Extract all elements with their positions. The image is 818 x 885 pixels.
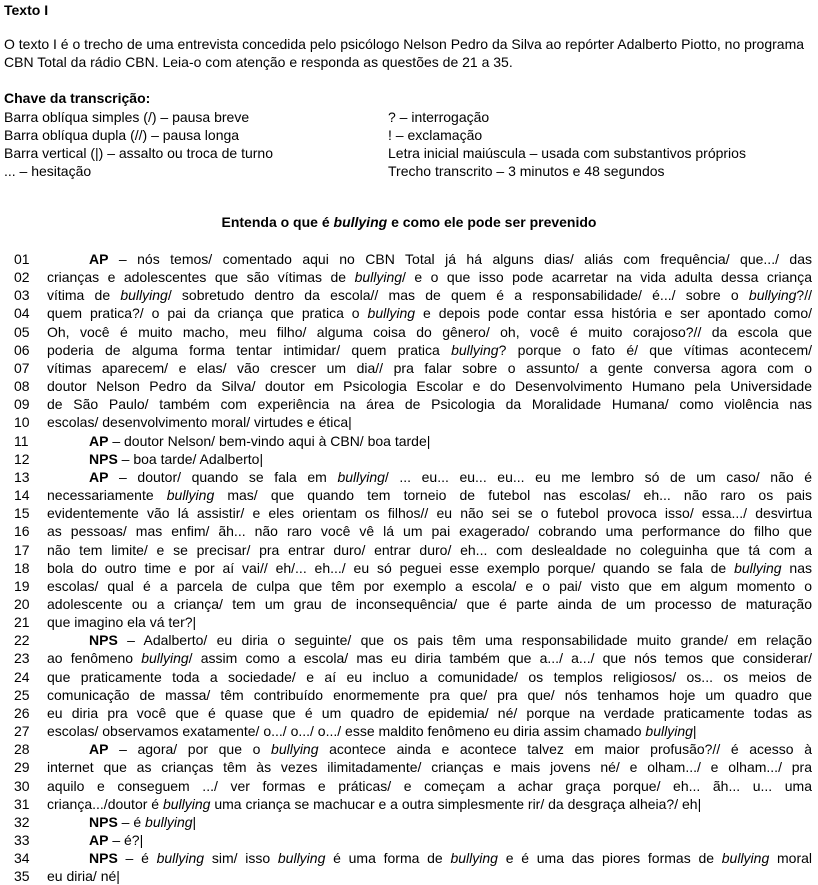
line-number: 11 <box>14 432 29 449</box>
line-text: AP – doutor Nelson/ bem-vindo aqui à CBN/ boa tarde| <box>89 432 431 449</box>
key-item: Barra oblíqua dupla (//) – pausa longa <box>4 127 240 143</box>
line-text: crianças e adolescentes que são vítimas de bullying/ e o que isso pode acarretar na vida adulta dessa criança <box>47 269 812 286</box>
transcript-lines <box>0 250 818 885</box>
line-text: NPS – é bullying| <box>89 813 197 830</box>
line-text: vítimas aparecem/ e elas/ vão crescer um dia// pra falar sobre o assunto/ a gente conversa agora com o <box>47 359 812 376</box>
key-item: Barra vertical (|) – assalto ou troca de turno <box>4 145 273 161</box>
line-text: AP – nós temos/ comentado aqui no CBN Total já há alguns dias/ aliás com frequência/ que.../ das <box>89 251 812 267</box>
line-text: escolas/ desenvolvimento moral/ virtudes e ética| <box>47 414 352 431</box>
transcript-line <box>0 341 818 359</box>
transcript-line <box>0 649 818 667</box>
transcript-line <box>0 740 818 758</box>
text-title: Texto I <box>4 2 49 18</box>
line-number: 28 <box>14 741 30 758</box>
transcript-line <box>0 704 818 722</box>
transcript-line <box>0 831 818 849</box>
intro-paragraph: O texto I é o trecho de uma entrevista concedida pelo psicólogo Nelson Pedro da Silva ao repórter Adalberto Piotto, no programa CBN Total da rádio CBN. Leia-o com atenção e responda as questões de 21 a 35. <box>4 36 805 70</box>
line-number: 05 <box>14 323 30 340</box>
line-number: 09 <box>14 396 30 413</box>
transcript-line <box>0 722 818 740</box>
transcript-line <box>0 304 818 322</box>
line-text: criança.../doutor é bullying uma criança se machucar e a outra simplesmente rir/ da desgraça alheia?/ eh| <box>47 795 702 812</box>
line-text: adolescente ou a criança/ tem um grau de inconsequência/ que é parte ainda de um processo de maturação <box>47 595 812 612</box>
line-text: NPS – boa tarde/ Adalberto| <box>89 450 264 467</box>
transcript-line <box>0 250 818 268</box>
transcript-line <box>0 795 818 813</box>
line-text: quem pratica?/ o pai da criança que pratica o bullying e depois pode contar essa história e ser apontado como/ <box>47 305 812 322</box>
line-text: que imagino ela vá ter?| <box>47 614 197 631</box>
line-number: 12 <box>14 450 30 467</box>
line-number: 22 <box>14 632 30 649</box>
line-number: 06 <box>14 341 30 358</box>
line-text: AP – doutor/ quando se fala em bullying/ ... eu... eu... eu... eu me lembro só de um caso/ não é <box>89 468 812 485</box>
transcript-line <box>0 613 818 631</box>
transcript-line <box>0 777 818 795</box>
line-text: necessariamente bullying mas/ que quando tem torneio de futebol nas escolas/ eh... não raro os pais <box>47 487 812 504</box>
transcript-line <box>0 450 818 468</box>
transcript-line <box>0 559 818 577</box>
line-text: AP – é?| <box>89 832 144 848</box>
transcript-line <box>0 867 818 885</box>
line-number: 27 <box>14 723 30 740</box>
transcript-subtitle: Entenda o que é bullying e como ele pode ser prevenido <box>221 214 597 230</box>
key-item: ? – interrogação <box>388 109 490 125</box>
line-text: bola do outro time e por aí vai// eh/... eh.../ eu só peguei esse exemplo porque/ quando se fala de bullying nas <box>47 559 812 576</box>
transcript-line <box>0 395 818 413</box>
transcript-line <box>0 468 818 486</box>
key-item: ! – exclamação <box>388 127 483 143</box>
line-number: 18 <box>14 559 30 576</box>
transcript-line <box>0 377 818 395</box>
transcript-line <box>0 286 818 304</box>
line-text: aquilo e conseguem .../ ver formas e práticas/ e começam a achar graça porque/ eh... ãh... u... uma <box>47 777 812 794</box>
line-text: que praticamente toda a sociedade/ e aí eu incluo a comunidade/ os templos religiosos/ os... os meios de <box>47 668 812 685</box>
transcript-line <box>0 504 818 522</box>
transcript-line <box>0 522 818 540</box>
line-text: poderia de alguma forma tentar intimidar/ quem pratica bullying? porque o fato é/ que vítimas acontecem/ <box>47 341 812 358</box>
transcript-line <box>0 595 818 613</box>
line-number: 32 <box>14 813 30 830</box>
transcript-line <box>0 758 818 776</box>
transcript-line <box>0 631 818 649</box>
transcription-key-heading: Chave da transcrição: <box>4 90 151 106</box>
key-item: Barra oblíqua simples (/) – pausa breve <box>4 109 250 125</box>
key-item: ... – hesitação <box>4 163 92 179</box>
line-number: 15 <box>14 505 30 522</box>
key-item: Letra inicial maiúscula – usada com substantivos próprios <box>388 145 746 161</box>
line-number: 04 <box>14 305 30 322</box>
line-text: evidentemente vão lá assistir/ e eles orientam os filhos// eu não sei se o futebol provoca isso/ essa.../ desvirtua <box>47 505 812 522</box>
line-number: 21 <box>14 614 30 631</box>
transcript-line <box>0 268 818 286</box>
line-text: AP – agora/ por que o bullying acontece ainda e acontece talvez em maior profusão?// é acesso à <box>89 741 812 758</box>
line-text: eu diria/ né| <box>47 868 120 885</box>
line-number: 33 <box>14 832 30 848</box>
line-number: 10 <box>14 414 30 431</box>
line-text: internet que as crianças têm às vezes ilimitadamente/ crianças e mais jovens né/ e olham.../ e olham.../ pra <box>47 759 812 776</box>
key-item: Trecho transcrito – 3 minutos e 48 segundos <box>388 163 665 179</box>
line-text: doutor Nelson Pedro da Silva/ doutor em Psicologia Escolar e do Desenvolvimento Humano pela Universidade <box>47 378 812 395</box>
line-number: 35 <box>14 868 30 885</box>
line-number: 30 <box>14 777 30 794</box>
line-number: 13 <box>14 468 30 485</box>
transcript-line <box>0 413 818 431</box>
line-text: comunicação de massa/ têm contribuído enormemente pra que/ pra que/ nós tenhamos hoje um quadro que <box>47 686 812 703</box>
line-text: Oh, você é muito macho, meu filho/ alguma coisa do gênero/ oh, você é muito corajoso?// da escola que <box>47 323 812 340</box>
transcription-key-left <box>4 108 273 180</box>
line-number: 16 <box>14 523 30 540</box>
line-number: 25 <box>14 686 30 703</box>
line-number: 17 <box>14 541 30 558</box>
transcription-key-right <box>388 108 746 180</box>
line-text: de São Paulo/ também com experiência na área de Psicologia da Moralidade Humana/ como violência nas <box>47 396 812 413</box>
line-number: 08 <box>14 378 30 395</box>
line-number: 07 <box>14 359 30 376</box>
transcript-line <box>0 323 818 341</box>
line-number: 26 <box>14 704 30 721</box>
transcript-line <box>0 849 818 867</box>
line-text: eu diria pra você que é quase que é um quadro de epidemia/ né/ porque na verdade praticamente todas as <box>47 704 812 721</box>
transcript-line <box>0 486 818 504</box>
line-number: 29 <box>14 759 30 776</box>
line-text: vítima de bullying/ sobretudo dentro da escola// mas de quem é a responsabilidade/ é.../ sobre o bullying?// <box>47 287 812 304</box>
line-number: 01 <box>14 251 30 267</box>
line-text: escolas/ observamos exatamente/ o.../ o.../ o.../ esse maldito fenômeno eu diria assim chamado bullying| <box>47 723 697 740</box>
line-number: 02 <box>14 269 30 286</box>
transcript-line <box>0 813 818 831</box>
line-number: 03 <box>14 287 30 304</box>
line-number: 24 <box>14 668 30 685</box>
line-number: 31 <box>14 795 30 812</box>
line-text: NPS – Adalberto/ eu diria o seguinte/ que os pais têm uma responsabilidade muito grande/ em relação <box>89 632 812 649</box>
line-text: NPS – é bullying sim/ isso bullying é uma forma de bullying e é uma das piores formas de bullying moral <box>89 850 812 867</box>
transcript-line <box>0 686 818 704</box>
transcript-line <box>0 359 818 377</box>
line-number: 23 <box>14 650 30 667</box>
transcript-line <box>0 432 818 450</box>
line-text: ao fenômeno bullying/ assim como a escola/ mas eu diria também que a.../ a.../ que nós temos que considerar/ <box>47 650 812 667</box>
transcript-line <box>0 541 818 559</box>
line-number: 19 <box>14 577 30 594</box>
line-text: escolas/ qual é a parcela de culpa que têm por exemplo a escola/ e o pai/ visto que em algum momento o <box>47 577 812 594</box>
line-text: as pessoas/ mas enfim/ ãh... não raro você vê lá um pai exagerado/ cobrando uma performance do filho que <box>47 523 812 540</box>
line-number: 14 <box>14 487 30 504</box>
line-number: 20 <box>14 595 30 612</box>
transcript-line <box>0 668 818 686</box>
line-text: não tem limite/ e se precisar/ pra entrar duro/ entrar duro/ eh... com deslealdade no coleguinha que tá com a <box>47 541 812 558</box>
transcript-line <box>0 577 818 595</box>
line-number: 34 <box>14 850 30 867</box>
